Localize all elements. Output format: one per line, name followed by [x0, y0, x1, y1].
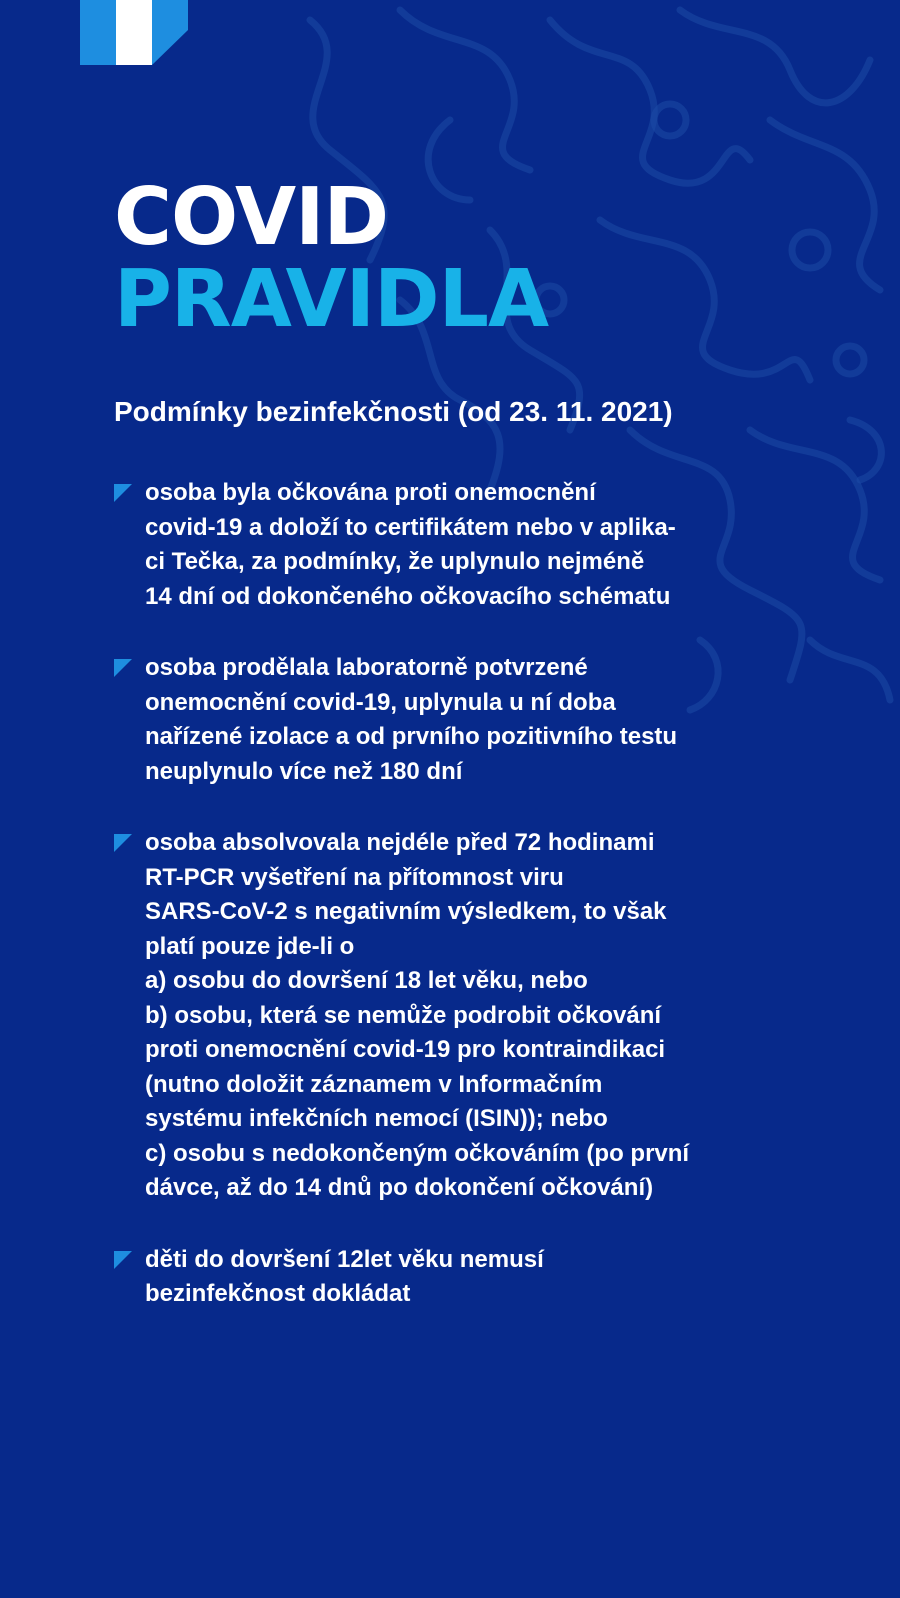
triangle-bullet-icon	[114, 1251, 132, 1269]
triangle-bullet-icon	[114, 834, 132, 852]
triangle-bullet-icon	[114, 484, 132, 502]
rule-text: osoba absolvovala nejdéle před 72 hodinami RT-PCR vyšetření na přítomnost viru SARS-CoV-2 s negativním výsledkem, to však platí pouze jde-li o a) osobu do dovršení 18 let věku, nebo b) osobu, která se nemůže podrobit očkování proti onemocnění covid-19 pro kontraindikaci (nutno doložit záznamem v Informačním systému infekčních nemocí (ISIN)); nebo c) osobu s nedokončeným očkováním (po první dávce, až do 14 dnů po dokončení očkování)	[145, 829, 690, 1201]
rule-item	[112, 826, 752, 1206]
subtitle: Podmínky bezinfekčnosti (od 23. 11. 2021)	[114, 396, 673, 427]
title-line-pravidla: PRAVIDLA	[114, 253, 549, 345]
rule-item	[112, 651, 752, 789]
rule-text: děti do dovršení 12let věku nemusí bezinfekčnost dokládat	[145, 1245, 544, 1307]
page-title	[114, 171, 549, 345]
rule-item	[112, 1243, 752, 1312]
rule-text: osoba prodělala laboratorně potvrzené onemocnění covid-19, uplynula u ní doba nařízené izolace a od prvního pozitivního testu neuplynulo více než 180 dní	[145, 654, 678, 785]
rule-text: osoba byla očkována proti onemocnění covid-19 a doloží to certifikátem nebo v aplika- ci Tečka, za podmínky, že uplynulo nejméně 14 dní od dokončeného očkovacího schématu	[145, 479, 676, 610]
rules-list	[112, 476, 752, 1349]
title-line-covid: COVID	[114, 171, 389, 263]
club-logo-stripes	[80, 0, 188, 65]
triangle-bullet-icon	[114, 659, 132, 677]
rule-item	[112, 476, 752, 614]
